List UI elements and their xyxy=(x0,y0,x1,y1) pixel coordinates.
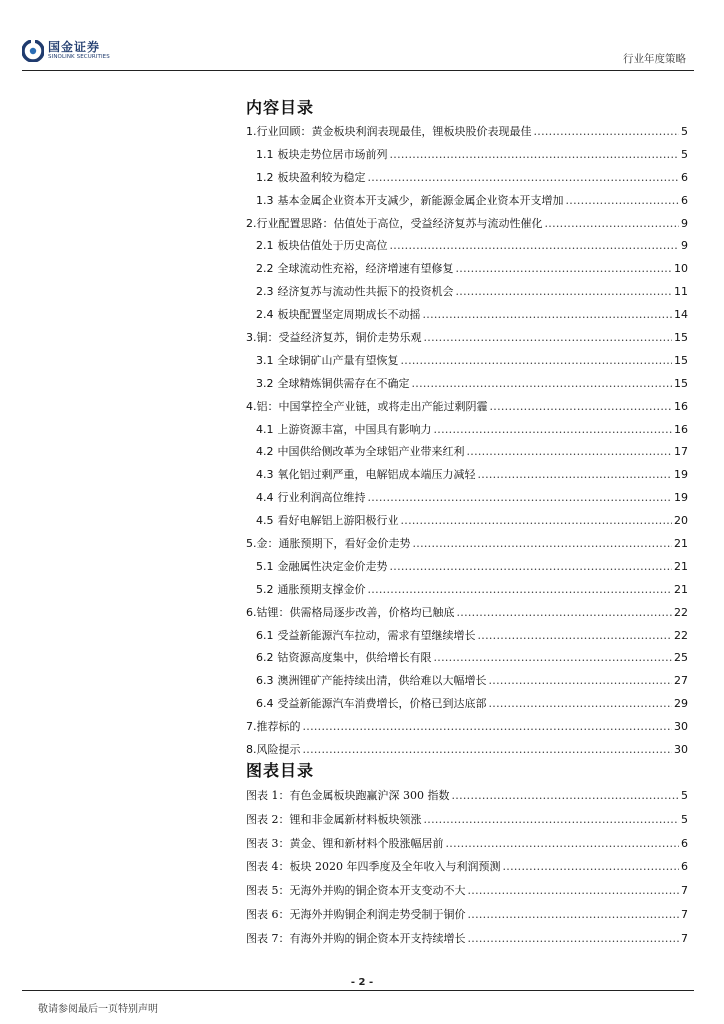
figure-entry-title: 无海外并购的铜企资本开支变动不大 xyxy=(289,884,466,898)
figure-leader-dots xyxy=(468,903,680,927)
figures-title: 图表目录 xyxy=(246,761,315,780)
figure-entry[interactable] xyxy=(246,879,688,903)
toc-entry-page: 15 xyxy=(674,331,688,345)
toc-entry[interactable] xyxy=(246,121,688,144)
toc-entry[interactable] xyxy=(246,327,688,350)
toc-entry[interactable] xyxy=(246,556,688,579)
toc-entry[interactable] xyxy=(246,602,688,625)
toc-entry[interactable] xyxy=(246,304,688,327)
toc-entry-title: 板块配置坚定周期成长不动摇 xyxy=(277,308,421,322)
figure-leader-dots xyxy=(446,832,680,856)
toc-entry-number: 5.2 xyxy=(256,582,274,596)
toc-entry-number: 5.1 xyxy=(256,559,274,573)
toc-entry-title: 钴锂：供需格局逐步改善，价格均已触底 xyxy=(256,605,455,619)
toc-entry-title: 全球精炼铜供需存在不确定 xyxy=(277,376,410,390)
toc-leader-dots xyxy=(456,281,673,304)
toc-leader-dots xyxy=(368,487,673,510)
toc-entry-page: 29 xyxy=(674,697,688,711)
figure-entry-page: 6 xyxy=(681,836,688,850)
toc-entry-page: 21 xyxy=(674,537,688,551)
toc-entry-title: 行业利润高位维持 xyxy=(277,491,366,505)
toc-leader-dots xyxy=(434,647,673,670)
toc-entry-page: 9 xyxy=(681,239,688,253)
toc-leader-dots xyxy=(412,373,673,396)
toc-entry-page: 16 xyxy=(674,399,688,413)
figure-entry-title: 有海外并购的铜企资本开支持续增长 xyxy=(289,931,466,945)
toc-leader-dots xyxy=(303,716,673,739)
figure-entry[interactable] xyxy=(246,927,688,951)
toc-leader-dots xyxy=(478,464,673,487)
toc-entry[interactable] xyxy=(246,144,688,167)
toc-entry-number: 3.1 xyxy=(256,353,274,367)
toc-leader-dots xyxy=(467,441,673,464)
toc-entry-number: 6.4 xyxy=(256,697,274,711)
toc-entry-number: 1. xyxy=(246,125,257,138)
figure-entry[interactable] xyxy=(246,784,688,808)
report-type-label: 行业年度策略 xyxy=(623,53,686,65)
toc-leader-dots xyxy=(368,167,680,190)
toc-entry-page: 19 xyxy=(674,468,688,482)
toc-entry-title: 澳洲锂矿产能持续出清，供给难以大幅增长 xyxy=(277,674,487,688)
toc-leader-dots xyxy=(478,625,673,648)
toc-entry-title: 全球铜矿山产量有望恢复 xyxy=(277,353,399,367)
figure-entry-title: 无海外并购铜企利润走势受制于铜价 xyxy=(289,907,466,921)
toc-entry-number: 5. xyxy=(246,537,257,551)
toc-entry[interactable] xyxy=(246,647,688,670)
figure-entry-label: 图表 5： xyxy=(246,884,290,898)
toc-entry[interactable] xyxy=(246,716,688,739)
figure-entry-label: 图表 6： xyxy=(246,907,290,921)
toc-entry-title: 行业回顾：黄金板块利润表现最佳，锂板块股价表现最佳 xyxy=(256,125,532,138)
toc-entry-page: 30 xyxy=(674,720,688,734)
figure-leader-dots xyxy=(468,927,680,951)
toc-entry-page: 27 xyxy=(674,674,688,688)
figure-entry-page: 7 xyxy=(681,931,688,945)
toc-entry-page: 5 xyxy=(681,147,688,161)
toc-leader-dots xyxy=(401,350,673,373)
toc-leader-dots xyxy=(390,235,680,258)
toc-entry-title: 中国供给侧改革为全球铝产业带来红利 xyxy=(277,445,465,459)
toc-entry-number: 1.1 xyxy=(256,147,274,161)
toc-entry[interactable] xyxy=(246,167,688,190)
toc-entry-number: 2.3 xyxy=(256,285,274,299)
toc-entry-number: 2.2 xyxy=(256,262,274,276)
toc-entry-number: 4.5 xyxy=(256,514,274,528)
toc-entry-title: 板块盈利较为稳定 xyxy=(277,170,366,184)
toc-leader-dots xyxy=(490,396,673,419)
toc-entry-title: 金融属性决定金价走势 xyxy=(277,559,388,573)
disclaimer-note: 敬请参阅最后一页特别声明 xyxy=(38,1004,158,1015)
toc-entry[interactable] xyxy=(246,350,688,373)
toc-entry-number: 3.2 xyxy=(256,376,274,390)
toc-leader-dots xyxy=(534,121,680,144)
toc-entry-page: 25 xyxy=(674,651,688,665)
toc-entry-title: 铜：受益经济复苏，铜价走势乐观 xyxy=(256,331,422,345)
toc-entry-title: 全球流动性充裕，经济增速有望修复 xyxy=(277,262,454,276)
toc-entry-page: 6 xyxy=(681,193,688,207)
toc-entry-title: 风险提示 xyxy=(256,743,301,757)
toc-entry-title: 板块走势位居市场前列 xyxy=(277,147,388,161)
toc-entry-number: 7. xyxy=(246,720,257,734)
toc-entry-page: 21 xyxy=(674,582,688,596)
toc-entry-title: 金：通胀预期下，看好金价走势 xyxy=(256,537,411,551)
toc-entry-page: 16 xyxy=(674,422,688,436)
sinolink-logo-icon xyxy=(22,40,44,62)
toc-entry-title: 上游资源丰富，中国具有影响力 xyxy=(277,422,432,436)
toc-entry-page: 11 xyxy=(674,285,688,299)
toc-entry-title: 经济复苏与流动性共振下的投资机会 xyxy=(277,285,454,299)
toc-entry[interactable] xyxy=(246,258,688,281)
toc-entry-number: 4.2 xyxy=(256,445,274,459)
toc-entry-number: 2.4 xyxy=(256,308,274,322)
footer-divider xyxy=(22,990,694,991)
toc-entry-number: 3. xyxy=(246,331,257,345)
toc-entry-title: 通胀预期支撑金价 xyxy=(277,582,366,596)
figure-entry[interactable] xyxy=(246,855,688,879)
page-number: - 2 - xyxy=(350,977,374,988)
toc-entry-page: 14 xyxy=(674,308,688,322)
toc-leader-dots xyxy=(566,190,680,213)
toc-leader-dots xyxy=(303,739,673,762)
figure-entry-title: 有色金属板块跑赢沪深 300 指数 xyxy=(289,789,450,802)
figure-entry[interactable] xyxy=(246,903,688,927)
figure-entry-page: 5 xyxy=(681,789,688,802)
toc-entry-page: 15 xyxy=(674,353,688,367)
contents-list xyxy=(246,121,688,762)
toc-entry-title: 受益新能源汽车拉动，需求有望继续增长 xyxy=(277,628,476,642)
toc-leader-dots xyxy=(424,327,673,350)
toc-leader-dots xyxy=(368,579,673,602)
toc-entry[interactable] xyxy=(246,487,688,510)
figure-entry-page: 7 xyxy=(681,907,688,921)
brand-name-en: SINOLINK SECURITIES xyxy=(48,54,110,60)
figure-leader-dots xyxy=(424,808,680,832)
toc-entry-page: 22 xyxy=(674,605,688,619)
toc-entry[interactable] xyxy=(246,510,688,533)
toc-entry-number: 6.2 xyxy=(256,651,274,665)
figure-entry-page: 5 xyxy=(681,812,688,826)
toc-entry-number: 8. xyxy=(246,743,257,757)
toc-entry-title: 看好电解铝上游阳极行业 xyxy=(277,514,399,528)
toc-leader-dots xyxy=(457,602,673,625)
toc-entry-number: 2. xyxy=(246,216,257,230)
toc-entry-number: 6.1 xyxy=(256,628,274,642)
toc-entry[interactable] xyxy=(246,281,688,304)
toc-entry-page: 10 xyxy=(674,262,688,276)
toc-entry-number: 4.4 xyxy=(256,491,274,505)
toc-entry-title: 推荐标的 xyxy=(256,720,301,734)
toc-entry-number: 4. xyxy=(246,399,257,413)
brand-name-cn: 国金证券 xyxy=(48,40,101,54)
figure-leader-dots xyxy=(468,879,680,903)
toc-entry[interactable] xyxy=(246,693,688,716)
toc-entry-page: 17 xyxy=(674,445,688,459)
toc-entry-title: 氧化铝过剩严重，电解铝成本端压力减轻 xyxy=(277,468,476,482)
toc-entry-number: 1.2 xyxy=(256,170,274,184)
toc-entry-page: 30 xyxy=(674,743,688,757)
toc-leader-dots xyxy=(456,258,673,281)
figure-entry[interactable] xyxy=(246,832,688,856)
toc-entry-page: 22 xyxy=(674,628,688,642)
header-divider xyxy=(22,70,694,71)
toc-entry[interactable] xyxy=(246,213,688,236)
toc-entry[interactable] xyxy=(246,190,688,213)
contents-title: 内容目录 xyxy=(246,98,315,117)
toc-leader-dots xyxy=(423,304,673,327)
toc-entry[interactable] xyxy=(246,419,688,442)
toc-entry[interactable] xyxy=(246,396,688,419)
toc-entry-number: 6.3 xyxy=(256,674,274,688)
figure-entry-page: 7 xyxy=(681,884,688,898)
toc-entry-page: 15 xyxy=(674,376,688,390)
toc-entry[interactable] xyxy=(246,464,688,487)
toc-entry-page: 5 xyxy=(681,125,688,138)
toc-leader-dots xyxy=(390,556,673,579)
toc-entry-page: 21 xyxy=(674,559,688,573)
toc-entry-title: 受益新能源汽车消费增长，价格已到达底部 xyxy=(277,697,487,711)
toc-entry-title: 铝：中国掌控全产业链，或将走出产能过剩阴霾 xyxy=(256,399,488,413)
figure-entry-label: 图表 7： xyxy=(246,931,290,945)
toc-leader-dots xyxy=(434,419,673,442)
toc-leader-dots xyxy=(390,144,680,167)
figure-entry-label: 图表 1： xyxy=(246,789,290,802)
figure-entry-label: 图表 2： xyxy=(246,812,290,826)
toc-leader-dots xyxy=(489,670,673,693)
figure-entry-title: 板块 2020 年四季度及全年收入与利润预测 xyxy=(289,860,501,874)
toc-entry-title: 钴资源高度集中，供给增长有限 xyxy=(277,651,432,665)
toc-entry-page: 19 xyxy=(674,491,688,505)
figure-entry-title: 锂和非金属新材料板块领涨 xyxy=(289,812,422,826)
figure-entry-label: 图表 4： xyxy=(246,860,290,874)
toc-leader-dots xyxy=(401,510,673,533)
toc-leader-dots xyxy=(489,693,673,716)
figures-list xyxy=(246,784,688,951)
toc-entry-title: 板块估值处于历史高位 xyxy=(277,239,388,253)
figure-entry[interactable] xyxy=(246,808,688,832)
toc-entry-number: 6. xyxy=(246,605,257,619)
figure-entry-page: 6 xyxy=(681,860,688,874)
toc-entry[interactable] xyxy=(246,579,688,602)
toc-entry-title: 基本金属企业资本开支减少，新能源金属企业资本开支增加 xyxy=(277,193,564,207)
toc-entry[interactable] xyxy=(246,441,688,464)
figure-leader-dots xyxy=(452,784,680,808)
toc-entry-number: 4.1 xyxy=(256,422,274,436)
toc-entry-page: 9 xyxy=(681,216,688,230)
toc-entry[interactable] xyxy=(246,533,688,556)
figure-entry-label: 图表 3： xyxy=(246,836,290,850)
brand-logo xyxy=(22,40,110,62)
figure-entry-title: 黄金、锂和新材料个股涨幅居前 xyxy=(289,836,444,850)
toc-leader-dots xyxy=(413,533,673,556)
toc-entry-title: 行业配置思路：估值处于高位，受益经济复苏与流动性催化 xyxy=(256,216,543,230)
toc-leader-dots xyxy=(545,213,680,236)
toc-entry[interactable] xyxy=(246,373,688,396)
toc-entry-page: 20 xyxy=(674,514,688,528)
toc-entry-page: 6 xyxy=(681,170,688,184)
figure-leader-dots xyxy=(503,855,680,879)
toc-entry[interactable] xyxy=(246,670,688,693)
toc-entry[interactable] xyxy=(246,625,688,648)
toc-entry-number: 1.3 xyxy=(256,193,274,207)
toc-entry[interactable] xyxy=(246,235,688,258)
page-header xyxy=(22,40,694,70)
toc-entry-number: 4.3 xyxy=(256,468,274,482)
toc-entry-number: 2.1 xyxy=(256,239,274,253)
